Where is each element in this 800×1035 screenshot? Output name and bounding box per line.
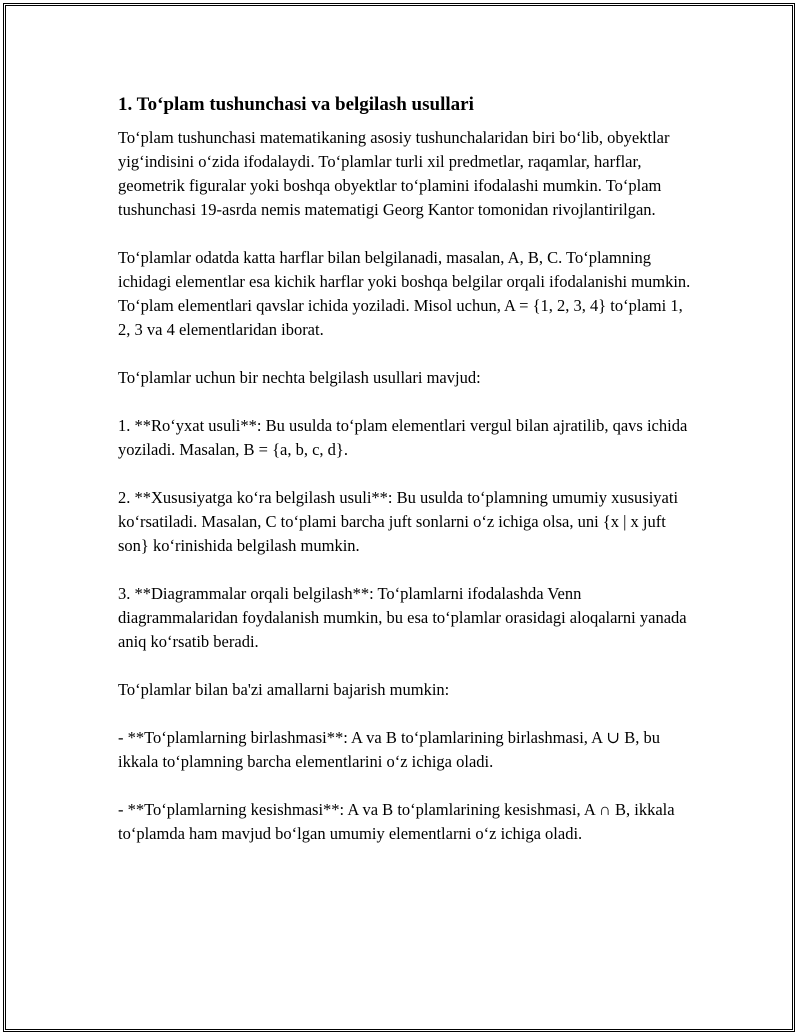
section-heading: 1. To‘plam tushunchasi va belgilash usullari [118,94,474,115]
paragraph-diagram-method: 3. **Diagrammalar orqali belgilash**: To‘plamlarni ifodalashda Venn diagrammalaridan foydalanish mumkin, bu esa to‘plamlar orasidagi aloqalarni yanada aniq ko‘rsatib beradi. [118,584,687,651]
paragraph-union: - **To‘plamlarning birlashmasi**: A va B to‘plamlarining birlashmasi, A ∪ B, bu ikkala to‘plamning barcha elementlarini o‘z ichiga oladi. [118,728,660,771]
paragraph-operations-intro: To‘plamlar bilan ba'zi amallarni bajarish mumkin: [118,680,450,699]
paragraph-intersection: - **To‘plamlarning kesishmasi**: A va B to‘plamlarining kesishmasi, A ∩ B, ikkala to‘plamda ham mavjud bo‘lgan umumiy elementlarni o‘z ichiga oladi. [118,800,675,843]
document-body [118,92,698,870]
paragraph-notation: To‘plamlar odatda katta harflar bilan belgilanadi, masalan, A, B, C. To‘plamning ichidagi elementlar esa kichik harflar yoki boshqa belgilar orqali ifodalanishi mumkin. To‘plam elementlari qavslar ichida yoziladi. Misol uchun, A = {1, 2, 3, 4} to‘plami 1, 2, 3 va 4 elementlaridan iborat. [118,248,691,339]
paragraph-property-method: 2. **Xususiyatga ko‘ra belgilash usuli**: Bu usulda to‘plamning umumiy xususiyati ko‘rsatiladi. Masalan, C to‘plami barcha juft sonlarni o‘z ichiga olsa, uni {x | x juft son} ko‘rinishida belgilash mumkin. [118,488,679,555]
paragraph-methods-intro: To‘plamlar uchun bir nechta belgilash usullari mavjud: [118,368,481,387]
paragraph-intro: To‘plam tushunchasi matematikaning asosiy tushunchalaridan biri bo‘lib, obyektlar yig‘indisini o‘zida ifodalaydi. To‘plamlar turli xil predmetlar, raqamlar, harflar, geometrik figuralar yoki boshqa obyektlar to‘plamini ifodalashi mumkin. To‘plam tushunchasi 19-asrda nemis matematigi Georg Kantor tomonidan rivojlantirilgan. [118,128,670,219]
paragraph-list-method: 1. **Ro‘yxat usuli**: Bu usulda to‘plam elementlari vergul bilan ajratilib, qavs ichida yoziladi. Masalan, B = {a, b, c, d}. [118,416,688,459]
